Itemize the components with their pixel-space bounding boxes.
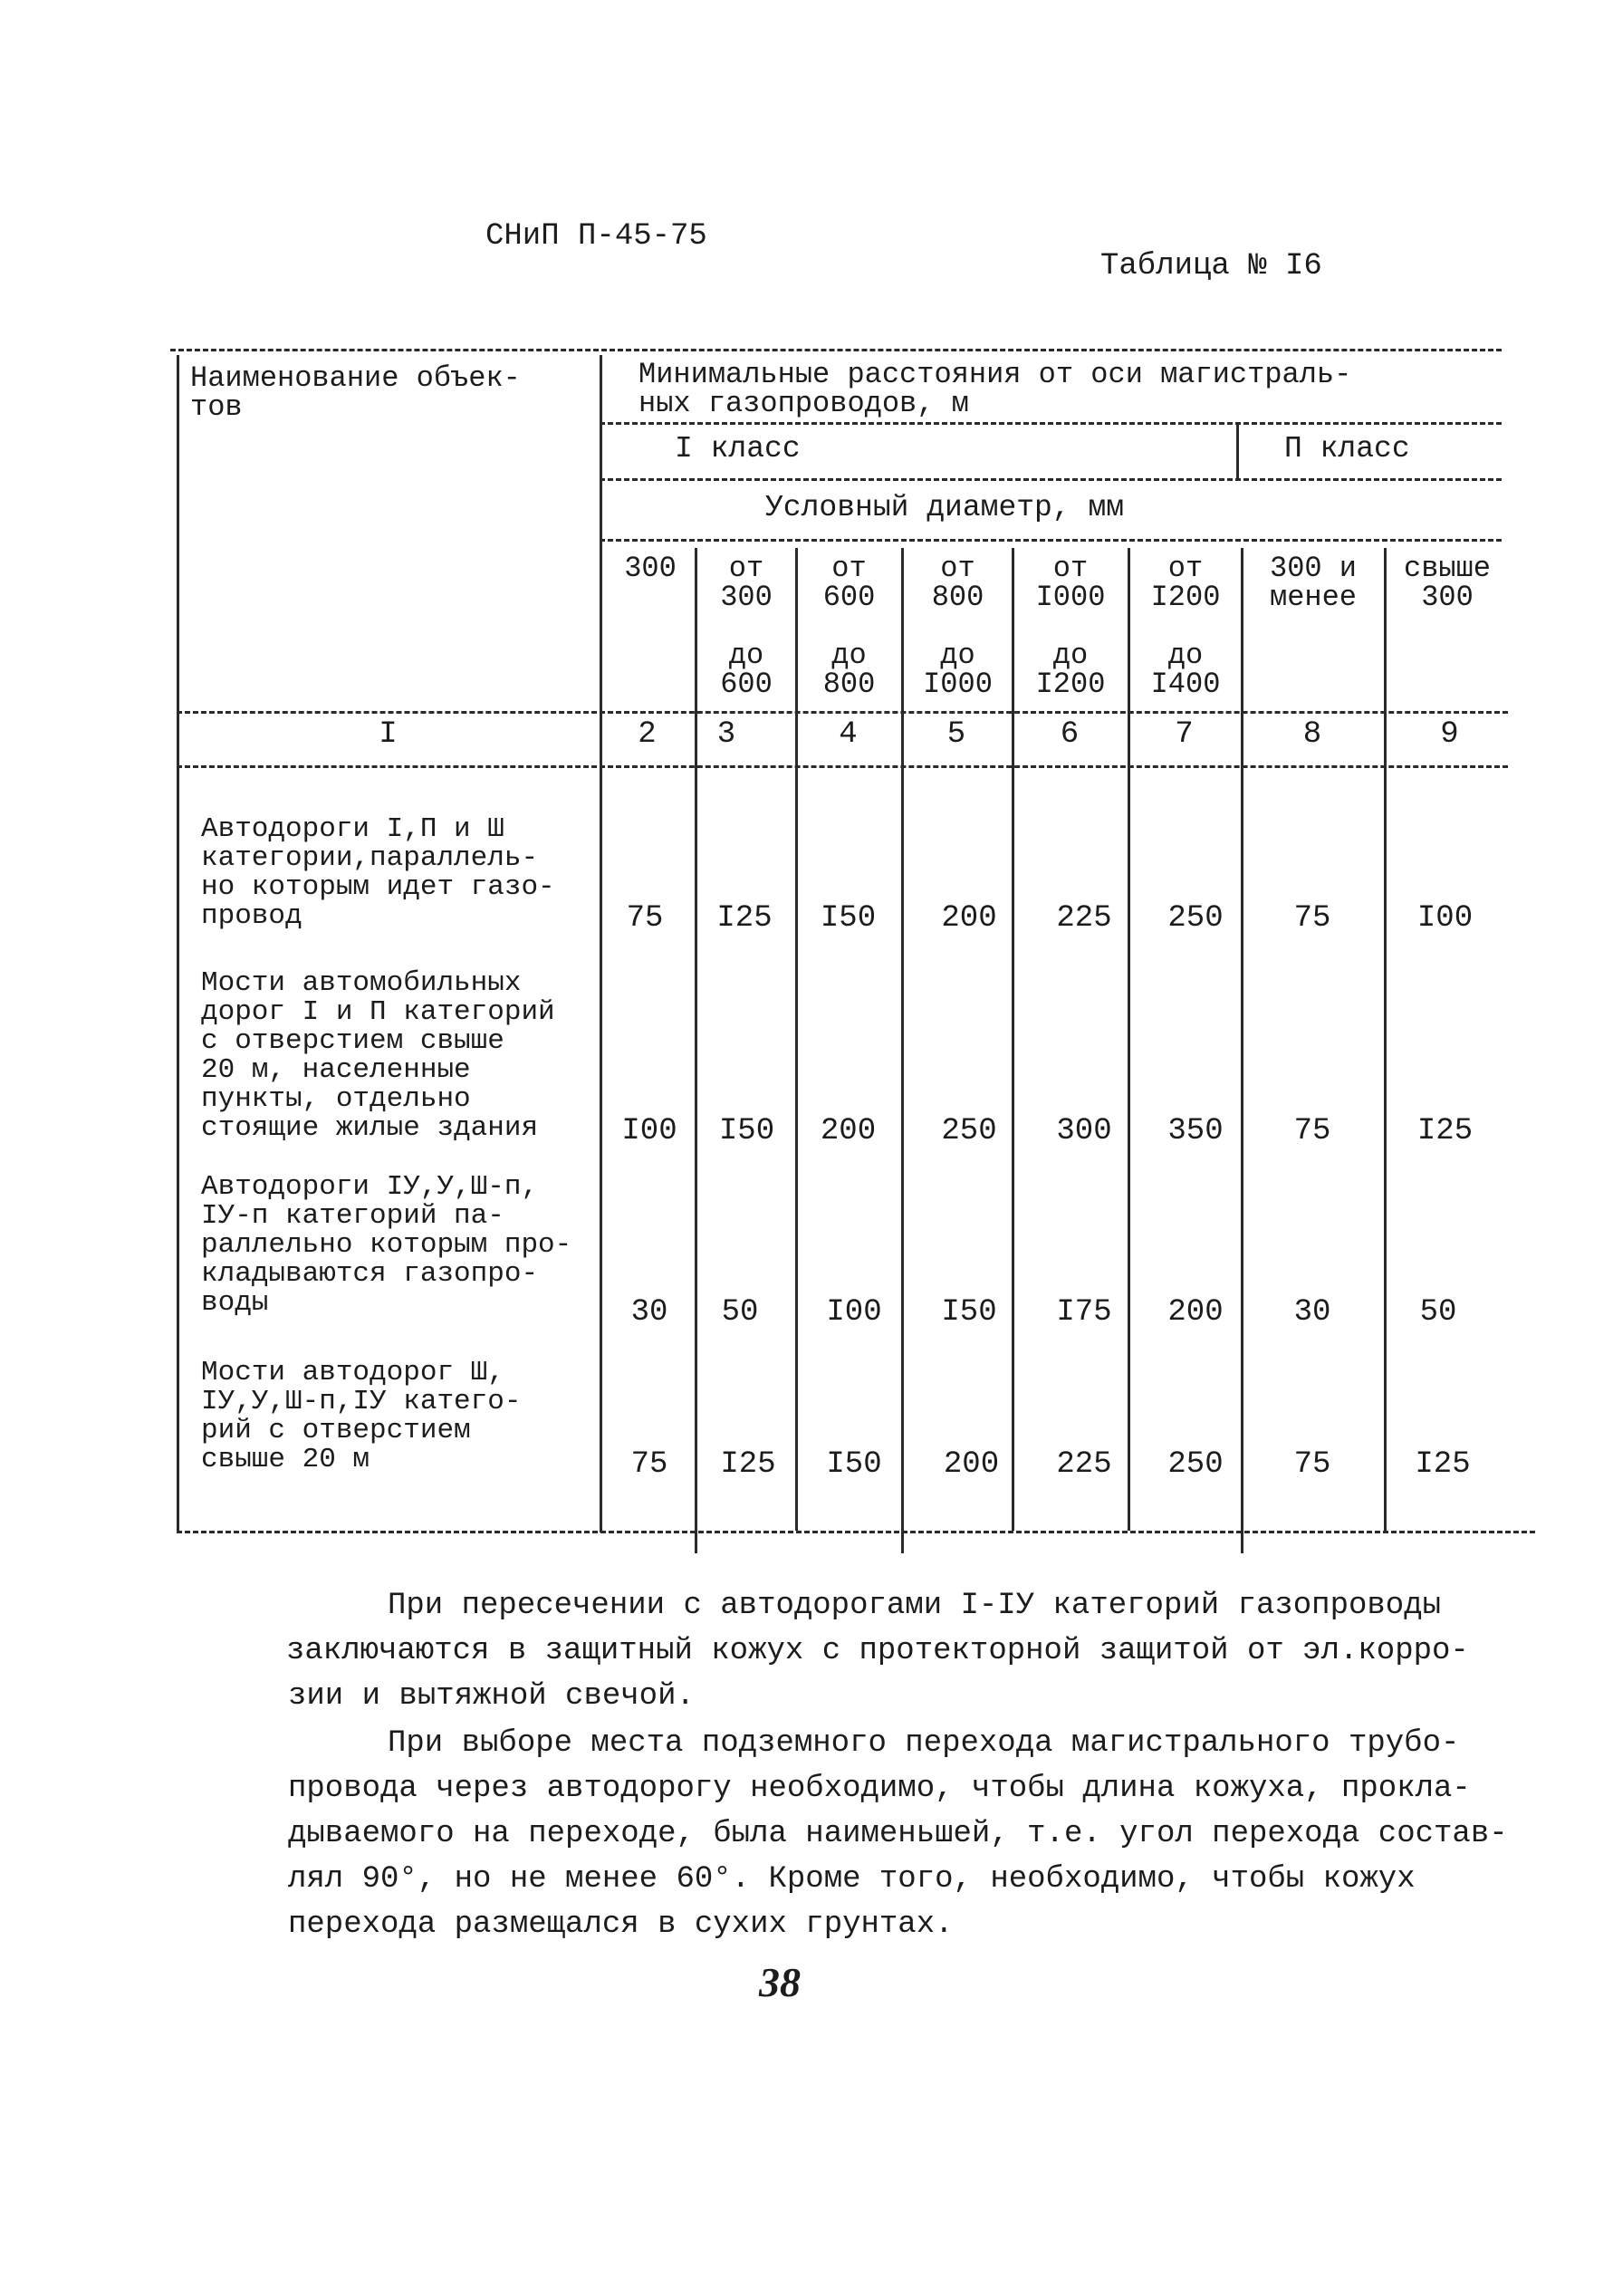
row-4-value: I25 — [1415, 1447, 1471, 1482]
row-2-value: I25 — [1416, 1114, 1474, 1148]
col-divider-3 — [795, 548, 798, 1531]
row-1-value: I00 — [1416, 901, 1474, 936]
row-1-value: 225 — [1056, 901, 1112, 936]
col-head-2: 300 — [624, 552, 677, 585]
row-1-value: 250 — [1167, 901, 1224, 936]
class-2-label: П класс — [1284, 432, 1410, 466]
col-divider-7 — [1241, 548, 1243, 1553]
table-top-rule — [170, 349, 1502, 351]
col-number: 6 — [1060, 717, 1080, 752]
name-header: Наименование объек- тов — [190, 361, 521, 424]
left-border — [177, 355, 179, 1532]
col-divider-8 — [1384, 548, 1387, 1531]
diameter-label: Условный диаметр, мм — [765, 491, 1125, 524]
paragraph-line: провода через автодорогу необходимо, чтобы длина кожуха, прокла- — [288, 1772, 1471, 1806]
row-1-name: Автодороги I,П и Ш категории,параллель- но которым идет газо- провод — [201, 813, 555, 932]
col-divider-4 — [901, 548, 904, 1553]
row-3-name: Автодороги IУ,У,Ш-п, IУ-п категорий па- раллельно которым про- кладываются газопро- воды — [201, 1171, 572, 1319]
col-number: 9 — [1440, 717, 1459, 752]
row-4-value: 75 — [630, 1447, 668, 1482]
row-3-value: 200 — [1167, 1295, 1224, 1330]
paragraph-1 — [288, 1583, 1502, 1719]
paragraph-2 — [288, 1721, 1508, 1947]
row-3-value: I75 — [1056, 1295, 1112, 1330]
rule-under-column-heads — [177, 711, 1508, 714]
table-number: Таблица № I6 — [1100, 249, 1322, 283]
name-column-divider — [600, 355, 602, 1532]
paragraph-line: лял 90°, но не менее 60°. Кроме того, необходимо, чтобы кожух — [288, 1862, 1416, 1897]
row-3-value: I50 — [941, 1295, 997, 1330]
rule-under-dist-header — [600, 422, 1502, 425]
row-3-value: 50 — [1419, 1295, 1457, 1330]
paragraph-line: При пересечении с автодорогами I-IУ категорий газопроводы — [388, 1589, 1441, 1623]
col-number: 8 — [1302, 717, 1322, 752]
row-2-value: I50 — [718, 1114, 775, 1148]
col-divider-2 — [695, 548, 697, 1553]
row-3-value: I00 — [826, 1295, 882, 1330]
row-2-value: 200 — [820, 1114, 877, 1148]
col-number: I — [379, 717, 398, 752]
row-2-value: 75 — [1293, 1114, 1331, 1148]
col-number: 7 — [1175, 717, 1194, 752]
row-3-value: 30 — [630, 1295, 668, 1330]
row-2-name: Мости автомобильных дорог I и П категорий с отверстием свыше 20 м, населенные пункты, отдельно стоящие жилые здания — [201, 967, 555, 1144]
col-number: 3 — [716, 717, 736, 752]
col-divider-5 — [1012, 548, 1014, 1531]
row-3-value: 50 — [721, 1295, 759, 1330]
row-1-value: 200 — [941, 901, 997, 936]
col-number: 5 — [946, 717, 966, 752]
col-head-3: от 300 до 600 — [720, 552, 773, 701]
row-3-value: 30 — [1293, 1295, 1331, 1330]
row-4-value: I25 — [720, 1447, 776, 1482]
row-1-value: 75 — [1293, 901, 1331, 936]
row-2-value: I00 — [621, 1114, 677, 1148]
rule-under-class — [600, 478, 1502, 481]
row-2-value: 250 — [941, 1114, 997, 1148]
class-1-label: I класс — [675, 432, 801, 466]
paragraph-line: зии и вытяжной свечой. — [288, 1679, 695, 1714]
col-divider-6 — [1128, 548, 1130, 1531]
row-4-value: 250 — [1167, 1447, 1224, 1482]
rule-under-column-numbers — [177, 765, 1508, 768]
row-2-value: 350 — [1167, 1114, 1224, 1148]
row-2-value: 300 — [1056, 1114, 1112, 1148]
row-4-name: Мости автодорог Ш, IУ,У,Ш-п,IУ катего- рий с отверстием свыше 20 м — [201, 1357, 522, 1475]
row-4-value: I50 — [826, 1447, 882, 1482]
col-head-7: от I200 до I400 — [1150, 552, 1221, 701]
col-head-8: 300 и менее — [1269, 552, 1357, 614]
row-4-value: 75 — [1293, 1447, 1331, 1482]
row-1-value: I25 — [716, 901, 773, 936]
col-head-6: от I000 до I200 — [1035, 552, 1106, 701]
document-code: СНиП П-45-75 — [485, 219, 707, 254]
row-4-value: 200 — [943, 1447, 1000, 1482]
row-4-value: 225 — [1056, 1447, 1112, 1482]
col-head-4: от 600 до 800 — [822, 552, 876, 701]
rule-under-diameter — [600, 539, 1502, 542]
paragraph-line: перехода размещался в сухих грунтах. — [288, 1907, 954, 1942]
table-bottom-rule — [177, 1531, 1535, 1533]
class-divider — [1236, 422, 1239, 478]
paragraph-line: дываемого на переходе, была наименьшей, т.е. угол перехода состав- — [288, 1817, 1508, 1851]
row-1-value: 75 — [626, 901, 664, 936]
col-head-5: от 800 до I000 — [923, 552, 993, 701]
distance-header: Минимальные расстояния от оси магистраль- ных газопроводов, м — [638, 358, 1352, 420]
row-1-value: I50 — [820, 901, 877, 936]
paragraph-line: При выборе места подземного перехода магистрального трубо- — [388, 1726, 1460, 1761]
paragraph-line: заключаются в защитный кожух с протекторной защитой от эл.корро- — [286, 1634, 1469, 1668]
col-head-9: свыше 300 — [1403, 552, 1491, 614]
col-number: 2 — [638, 717, 657, 752]
col-number: 4 — [839, 717, 858, 752]
page-number: 38 — [759, 1959, 801, 2005]
